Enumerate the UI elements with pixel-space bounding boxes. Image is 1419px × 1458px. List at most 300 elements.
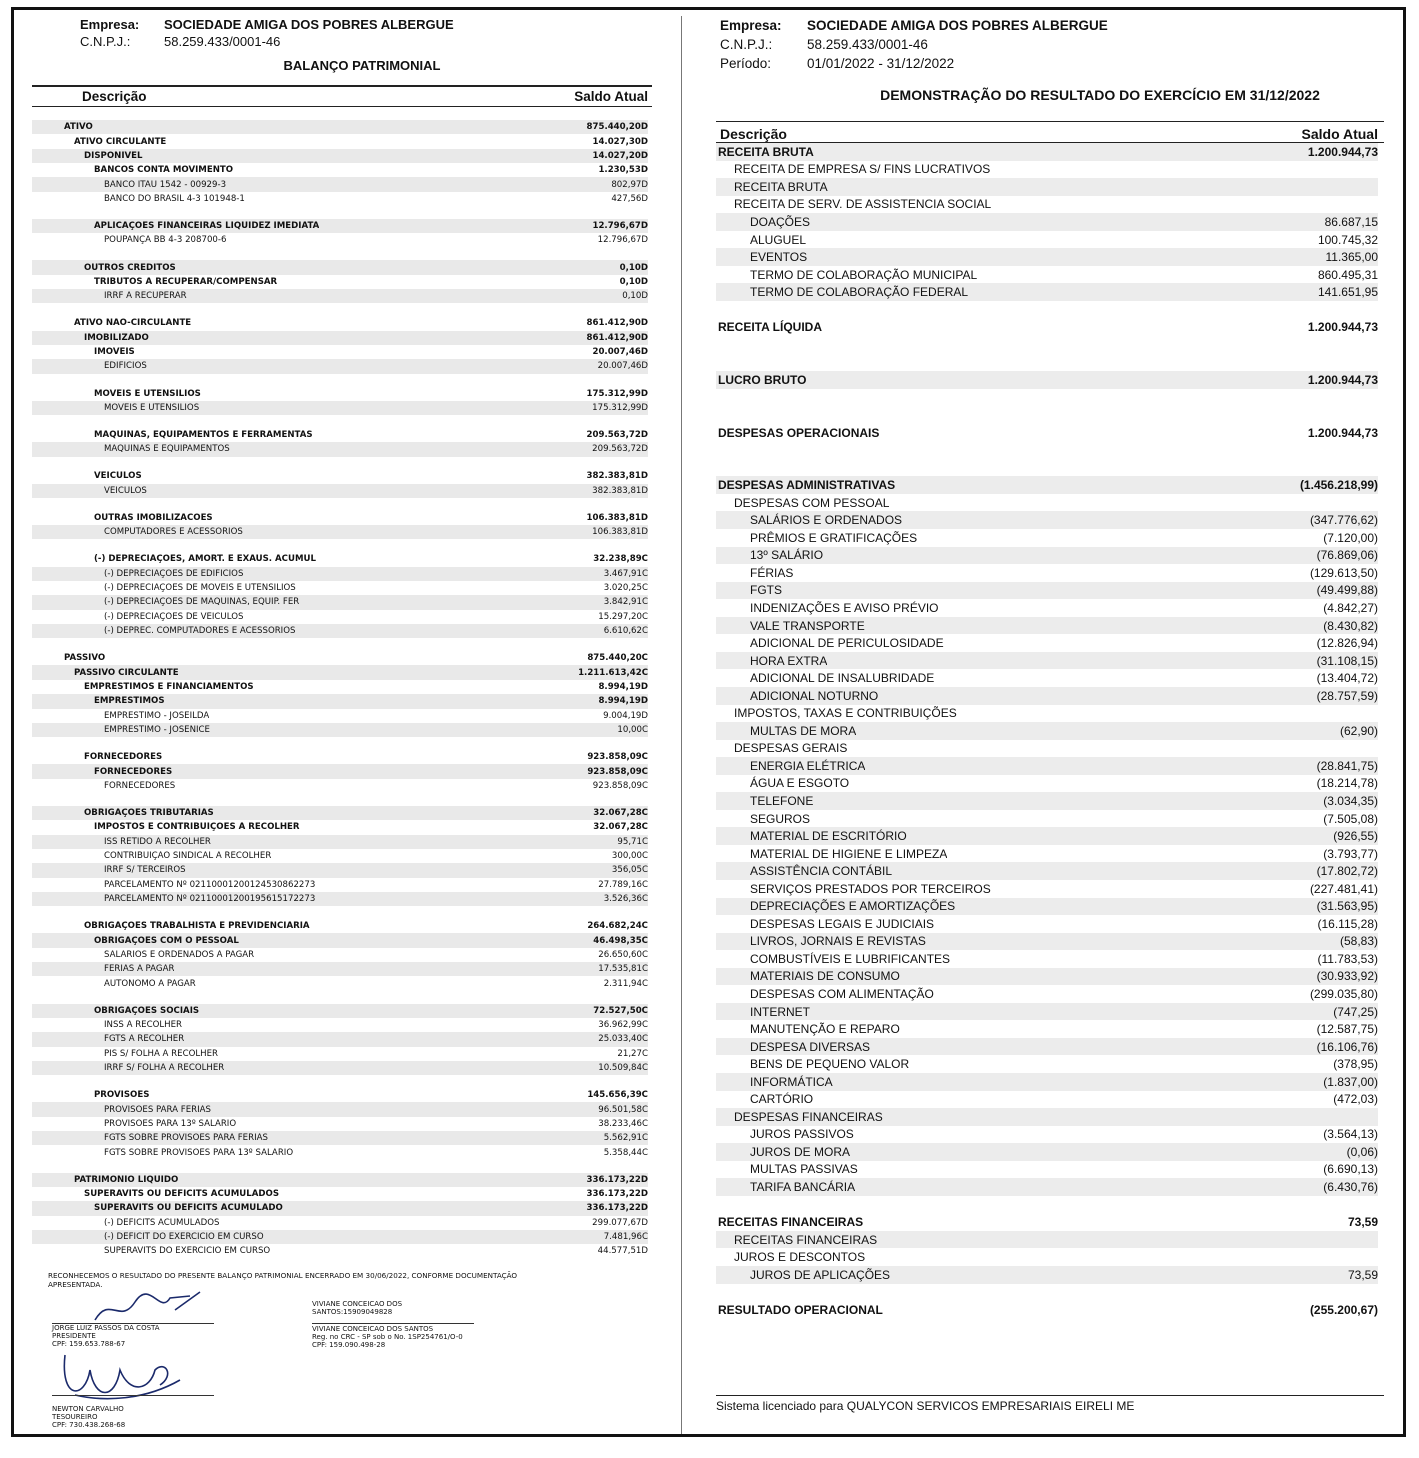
table-row — [716, 845, 1378, 863]
row-value: 1.211.613,42C — [578, 667, 648, 678]
row-description: PRÊMIOS E GRATIFICAÇÕES — [750, 530, 918, 545]
row-value: 1.200.944,73 — [1307, 425, 1378, 440]
row-description: HORA EXTRA — [750, 653, 828, 668]
row-value: 209.563,72D — [586, 430, 648, 440]
row-value: 1.200.944,73 — [1307, 372, 1378, 387]
row-description: ASSISTÊNCIA CONTÁBIL — [750, 864, 893, 879]
table-row — [716, 827, 1378, 845]
treasurer-role: TESOUREIRO — [52, 1413, 98, 1421]
row-description: ADICIONAL DE PERICULOSIDADE — [750, 636, 944, 651]
row-description: CONTRIBUIÇÃO SINDICAL A RECOLHER — [104, 851, 272, 862]
row-description: RECEITAS FINANCEIRAS — [718, 1215, 864, 1230]
row-description: MÓVEIS E UTENSÍLIOS — [94, 388, 201, 399]
table-row — [32, 1117, 648, 1131]
table-row — [716, 792, 1378, 810]
table-row — [716, 687, 1378, 705]
periodo-label: Período: — [720, 56, 772, 71]
row-value: 3.842,91C — [603, 597, 648, 608]
row-description: ALUGUEL — [750, 232, 807, 247]
row-description: IRRF S/ TERCEIROS — [104, 865, 186, 876]
row-description: ATIVO CIRCULANTE — [74, 136, 167, 147]
row-description: FGTS SOBRE PROVISÕES PARA FÉRIAS — [104, 1133, 268, 1144]
table-row — [716, 740, 1378, 758]
table-row — [716, 1178, 1378, 1196]
signature-treasurer — [52, 1405, 125, 1429]
row-value: (76.869,06) — [1316, 548, 1378, 563]
row-value: (6.690,13) — [1323, 1162, 1378, 1177]
table-row — [716, 950, 1378, 968]
cnpj-value: 58.259.433/0001-46 — [164, 34, 281, 49]
row-value: (0,06) — [1346, 1144, 1378, 1159]
row-value: (3.793,77) — [1323, 846, 1378, 861]
row-description: IMPOSTOS E CONTRIBUIÇÕES A RECOLHER — [94, 822, 300, 833]
row-value: (1.837,00) — [1323, 1074, 1378, 1089]
row-description: OBRIGAÇÕES COM O PESSOAL — [94, 935, 239, 946]
table-row — [32, 723, 648, 737]
page-divider — [681, 16, 682, 1434]
table-row — [716, 652, 1378, 670]
cnpj-label: C.N.P.J.: — [720, 37, 773, 52]
row-value: (17.802,72) — [1316, 864, 1378, 879]
empresa-name: SOCIEDADE AMIGA DOS POBRES ALBERGUE — [807, 18, 1108, 33]
column-header — [32, 85, 652, 107]
table-row — [32, 863, 648, 877]
row-value: 141.651,95 — [1317, 285, 1378, 300]
row-description: VEÍCULOS — [94, 471, 142, 482]
table-row — [32, 1088, 648, 1102]
row-value: 802,97D — [611, 179, 648, 190]
cnpj-label: C.N.P.J.: — [80, 34, 131, 49]
table-row — [32, 260, 648, 274]
row-value: (12.587,75) — [1316, 1022, 1378, 1037]
row-value: 11.365,00 — [1325, 250, 1378, 265]
president-name: JORGE LUIZ PASSOS DA COSTA — [52, 1324, 160, 1332]
row-value: (8.430,82) — [1323, 618, 1378, 633]
table-row — [32, 680, 648, 694]
row-value: 3.526,36C — [603, 894, 648, 905]
row-description: MATERIAL DE ESCRITÓRIO — [750, 829, 907, 844]
col-descricao: Descrição — [720, 126, 787, 142]
row-value: 1.200.944,73 — [1307, 144, 1378, 159]
table-row — [716, 143, 1378, 161]
table-row — [32, 1047, 648, 1061]
row-description: JUROS E DESCONTOS — [734, 1250, 866, 1265]
dre-page — [716, 16, 1384, 1319]
table-row — [716, 880, 1378, 898]
row-value: 86.687,15 — [1324, 214, 1378, 229]
table-row — [716, 1248, 1378, 1266]
row-value: (472,03) — [1333, 1092, 1378, 1107]
table-row — [716, 1020, 1378, 1038]
table-row — [716, 898, 1378, 916]
table-row — [32, 624, 648, 638]
row-description: MULTAS PASSIVAS — [750, 1162, 858, 1177]
row-description: (-) DEPRECIAÇÕES DE EDIFÍCIOS — [104, 568, 244, 579]
row-description: DEPRECIAÇÕES E AMORTIZAÇÕES — [750, 899, 956, 914]
row-description: PROVISÕES PARA 13º SALÁRIO — [104, 1118, 237, 1129]
row-value: 382.383,81D — [592, 485, 648, 496]
row-value: 0,10D — [622, 291, 648, 302]
table-row — [716, 424, 1378, 442]
row-value: 20.007,46D — [597, 361, 648, 372]
row-description: SUPERÁVITS DO EXERCÍCIO EM CURSO — [104, 1246, 271, 1257]
row-description: JUROS DE APLICAÇÕES — [750, 1267, 891, 1282]
table-row — [32, 149, 648, 163]
row-value: 106.383,81D — [586, 512, 648, 523]
table-row — [32, 1173, 648, 1187]
row-description: BANCOS CONTA MOVIMENTO — [94, 165, 234, 176]
row-description: MÓVEIS E UTENSÍLIOS — [104, 402, 200, 413]
table-row — [716, 599, 1378, 617]
table-row — [32, 750, 648, 764]
periodo-value: 01/01/2022 - 31/12/2022 — [807, 56, 955, 71]
row-description: TARIFA BANCÁRIA — [750, 1180, 856, 1195]
row-description: BANCO DO BRASIL 4-3 101948-1 — [104, 193, 245, 204]
table-row — [716, 1231, 1378, 1249]
table-row — [32, 1061, 648, 1075]
table-row — [32, 386, 648, 400]
row-description: LIVROS, JORNAIS E REVISTAS — [750, 934, 926, 949]
table-row — [32, 275, 648, 289]
table-row — [32, 359, 648, 373]
row-description: LUCRO BRUTO — [718, 372, 807, 387]
column-header-dre — [716, 121, 1384, 143]
table-row — [32, 1131, 648, 1145]
row-description: SUPERÁVITS OU DÉFICITS ACUMULADO — [94, 1203, 283, 1214]
table-row — [716, 529, 1378, 547]
row-value: 0,10D — [619, 262, 648, 273]
row-value: 861.412,90D — [586, 332, 648, 343]
row-value: 12.796,67D — [597, 235, 648, 246]
table-row — [32, 962, 648, 976]
table-row — [32, 469, 648, 483]
row-description: OBRIGAÇÕES TRABALHISTA E PREVIDENCIÁRIA — [84, 921, 310, 932]
row-description: RESULTADO OPERACIONAL — [718, 1302, 883, 1317]
table-row — [32, 1102, 648, 1116]
table-row — [32, 567, 648, 581]
row-value: 3.020,25C — [603, 583, 648, 594]
row-value: (255.200,67) — [1309, 1302, 1378, 1317]
row-description: FERIAS A PAGAR — [104, 964, 175, 975]
row-description: FORNECEDORES — [94, 766, 173, 777]
row-value: 860.495,31 — [1317, 267, 1378, 282]
row-description: DESPESAS OPERACIONAIS — [718, 425, 880, 440]
row-value: 21,27C — [617, 1048, 648, 1059]
row-value: 356,05C — [611, 865, 648, 876]
table-row — [32, 1018, 648, 1032]
row-description: ENERGIA ELÉTRICA — [750, 758, 866, 773]
row-description: PASSIVO — [64, 653, 106, 664]
row-description: IMÓVEIS — [94, 347, 135, 358]
treasurer-cpf: CPF: 730.438.268-68 — [52, 1421, 126, 1429]
row-description: CARTÓRIO — [750, 1092, 814, 1107]
balanco-patrimonial-page — [32, 16, 652, 1259]
row-description: OUTRAS IMOBILIZACOES — [94, 512, 213, 523]
table-row — [716, 968, 1378, 986]
row-value: 175.312,99D — [586, 388, 648, 399]
row-description: DISPONÍVEL — [84, 150, 143, 161]
row-value: 32.238,89C — [593, 554, 648, 565]
table-row — [716, 1161, 1378, 1179]
row-value: 300,00C — [611, 851, 648, 862]
row-description: JUROS PASSIVOS — [750, 1127, 854, 1142]
row-description: (-) DEPREC. COMPUTADORES E ACESSORIOS — [104, 626, 296, 637]
row-description: SUPERÁVITS OU DÉFICITS ACUMULADOS — [84, 1189, 280, 1200]
row-description: AUTÔNOMO A PAGAR — [104, 978, 196, 989]
row-description: VALE TRANSPORTE — [750, 618, 865, 633]
table-row — [716, 161, 1378, 179]
row-description: ÁGUA E ESGOTO — [750, 776, 850, 791]
row-description: RECEITA BRUTA — [718, 144, 814, 159]
row-description: TRIBUTOS A RECUPERAR/COMPENSAR — [94, 276, 278, 287]
row-value: 20.007,46D — [592, 347, 648, 358]
row-description: DESPESA DIVERSAS — [750, 1039, 871, 1054]
row-description: MÁQUINAS E EQUIPAMENTOS — [104, 444, 230, 455]
table-row — [32, 345, 648, 359]
row-value: (1.456.218,99) — [1299, 478, 1378, 493]
row-value: (13.404,72) — [1316, 671, 1378, 686]
row-description: EMPRESTIMO - JOSEILDA — [104, 710, 210, 721]
president-cpf: CPF: 159.653.788-67 — [52, 1340, 126, 1348]
table-row — [32, 849, 648, 863]
table-row — [32, 1230, 648, 1244]
row-description: EMPRÉSTIMOS E FINANCIAMENTOS — [84, 682, 254, 692]
signature-accountant — [312, 1325, 463, 1349]
row-description: INTERNET — [750, 1004, 810, 1019]
row-value: 27.789,16C — [598, 879, 648, 890]
table-row — [32, 610, 648, 624]
row-description: (-) DÉFICITS ACUMULADOS — [104, 1217, 220, 1228]
table-row — [716, 985, 1378, 1003]
row-value: (12.826,94) — [1316, 636, 1378, 651]
row-description: OBRIGAÇÕES TRIBUTÁRIAS — [84, 808, 214, 818]
table-row — [32, 219, 648, 233]
row-description: FGTS A RECOLHER — [104, 1034, 185, 1045]
row-description: (-) DEPRECIAÇÕES DE MÓVEIS E UTENSÍLIOS — [104, 583, 296, 594]
table-row — [716, 705, 1378, 723]
row-description: EVENTOS — [750, 250, 808, 265]
row-value: 8.994,19D — [598, 682, 648, 692]
row-value: (3.034,35) — [1323, 794, 1378, 808]
table-row — [32, 1216, 648, 1230]
row-description: POUPANÇA BB 4-3 208700-6 — [104, 235, 227, 246]
row-value: 299.077,67D — [592, 1217, 648, 1228]
row-value: 209.563,72D — [592, 444, 648, 455]
row-value: 44.577,51D — [597, 1246, 648, 1257]
table-row — [716, 617, 1378, 635]
table-row — [32, 665, 648, 679]
approval-note: RECONHECEMOS O RESULTADO DO PRESENTE BALANÇO PATRIMONIAL ENCERRADO EM 30/06/2022, CONFORME DOCUMENTAÇÃO APRESENTADA. — [48, 1271, 518, 1289]
row-description: INDENIZAÇÕES E AVISO PRÉVIO — [750, 600, 939, 615]
table-row — [716, 564, 1378, 582]
row-value: 96.501,58C — [598, 1104, 648, 1115]
row-value: 1.200.944,73 — [1307, 320, 1378, 335]
table-row — [716, 915, 1378, 933]
row-description: SALÁRIOS E ORDENADOS — [750, 513, 903, 528]
company-header — [80, 16, 652, 50]
table-row — [716, 266, 1378, 284]
page-title-dre: DEMONSTRAÇÃO DO RESULTADO DO EXERCÍCIO EM 31/12/2022 — [880, 87, 1320, 103]
table-row — [32, 316, 648, 330]
row-description: DESPESAS FINANCEIRAS — [734, 1109, 883, 1124]
row-value: (3.564,13) — [1323, 1127, 1378, 1142]
row-description: MÁQUINAS, EQUIPAMENTOS E FERRAMENTAS — [94, 430, 313, 440]
row-description: SERVIÇOS PRESTADOS POR TERCEIROS — [750, 881, 991, 896]
row-description: MANUTENÇÃO E REPARO — [750, 1022, 900, 1037]
digital-signature-stamp: VIVIANE CONCEICAO DOS SANTOS:15909049828 — [312, 1300, 403, 1316]
row-value: 6.610,62C — [603, 626, 648, 637]
row-description: PARCELAMENTO Nº 02110001200124530862273 — [104, 879, 316, 890]
row-value: 3.467,91C — [603, 568, 648, 579]
row-value: 106.383,81D — [592, 527, 648, 538]
table-row — [716, 494, 1378, 512]
row-description: PASSIVO CIRCULANTE — [74, 667, 179, 678]
row-description: DESPESAS LEGAIS E JUDICIAIS — [750, 916, 935, 931]
balanco-table — [32, 120, 652, 1259]
row-value: 46.498,35C — [593, 935, 648, 946]
table-row — [32, 948, 648, 962]
table-row — [716, 862, 1378, 880]
table-row — [32, 177, 648, 191]
table-row — [32, 134, 648, 148]
table-row — [32, 442, 648, 456]
accountant-reg: Reg. no CRC - SP sob o No. 1SP254761/O-0 — [312, 1333, 463, 1341]
row-description: DESPESAS COM PESSOAL — [734, 495, 890, 510]
row-description: INFORMÁTICA — [750, 1074, 833, 1089]
table-row — [32, 163, 648, 177]
row-value: 7.481,96C — [603, 1232, 648, 1243]
row-description: INSS A RECOLHER — [104, 1020, 183, 1031]
table-row — [32, 484, 648, 498]
row-value: 5.358,44C — [603, 1147, 648, 1158]
row-value: 14.027,30D — [592, 136, 648, 147]
table-row — [716, 231, 1378, 249]
row-value: 72.527,50C — [593, 1005, 648, 1016]
row-value: (11.783,53) — [1317, 951, 1378, 966]
row-description: DOAÇÕES — [750, 214, 811, 229]
table-row — [716, 248, 1378, 266]
table-row — [32, 1244, 648, 1258]
table-row — [32, 933, 648, 947]
table-row — [32, 401, 648, 415]
row-description: FORNECEDORES — [104, 780, 176, 791]
row-value: (30.933,92) — [1316, 969, 1378, 984]
table-row — [32, 1201, 648, 1215]
table-row — [716, 1073, 1378, 1091]
table-row — [32, 233, 648, 247]
table-row — [716, 669, 1378, 687]
table-row — [716, 722, 1378, 740]
row-description: FGTS — [750, 583, 782, 598]
row-description: EMPRESTIMO - JOSENICE — [104, 725, 210, 736]
row-description: DESPESAS GERAIS — [734, 741, 848, 756]
empresa-label: Empresa: — [720, 18, 782, 33]
row-value: 861.412,90D — [586, 318, 648, 329]
row-description: DESPESAS ADMINISTRATIVAS — [718, 478, 896, 493]
row-description: IMPOSTOS, TAXAS E CONTRIBUIÇÕES — [734, 706, 957, 721]
president-role: PRESIDENTE — [52, 1332, 96, 1340]
table-row — [716, 1091, 1378, 1109]
row-value: (378,95) — [1333, 1057, 1378, 1072]
row-description: IRRF S/ FOLHA A RECOLHER — [104, 1063, 225, 1074]
row-description: (-) DEFICIT DO EXERCÍCIO EM CURSO — [104, 1232, 264, 1243]
row-description: ISS RETIDO A RECOLHER — [104, 836, 211, 847]
accountant-name: VIVIANE CONCEICAO DOS SANTOS — [312, 1325, 434, 1333]
row-description: JUROS DE MORA — [750, 1144, 851, 1159]
table-row — [716, 511, 1378, 529]
table-row — [32, 120, 648, 134]
table-row — [716, 1266, 1378, 1284]
row-description: APLICAÇÕES FINANCEIRAS LIQUIDEZ IMEDIATA — [94, 221, 320, 232]
footer-line — [716, 1395, 1384, 1396]
row-value: (16.115,28) — [1317, 916, 1378, 931]
row-value: 100.745,32 — [1317, 232, 1378, 247]
row-description: TERMO DE COLABORAÇÃO MUNICIPAL — [750, 267, 978, 282]
table-row — [716, 775, 1378, 793]
table-row — [32, 192, 648, 206]
row-value: 25.033,40C — [598, 1034, 648, 1045]
row-value: 336.173,22D — [586, 1189, 648, 1200]
table-row — [32, 820, 648, 834]
row-value: (31.108,15) — [1316, 653, 1378, 668]
row-value: 382.383,81D — [586, 471, 648, 482]
table-row — [716, 1055, 1378, 1073]
row-value: 10,00C — [617, 725, 648, 736]
table-row — [716, 810, 1378, 828]
row-description: SEGUROS — [750, 811, 811, 826]
row-description: RECEITA LÍQUIDA — [718, 320, 822, 335]
row-description: IRRF A RECUPERAR — [104, 291, 187, 302]
row-description: IMOBILIZADO — [84, 332, 149, 343]
row-description: DESPESAS COM ALIMENTAÇÃO — [750, 987, 934, 1002]
table-row — [32, 525, 648, 539]
row-value: 17.535,81C — [598, 964, 648, 975]
row-description: PROVISÕES — [94, 1090, 150, 1101]
row-value: (28.757,59) — [1316, 688, 1378, 703]
table-row — [716, 318, 1378, 336]
row-description: EDIFÍCIOS — [104, 361, 147, 372]
table-row — [716, 1126, 1378, 1144]
row-description: BENS DE PEQUENO VALOR — [750, 1057, 910, 1072]
table-row — [716, 1143, 1378, 1161]
col-saldo-atual: Saldo Atual — [1301, 126, 1378, 142]
table-row — [32, 1032, 648, 1046]
row-value: 875.440,20C — [587, 653, 648, 664]
page-title: BALANÇO PATRIMONIAL — [283, 58, 441, 73]
table-row — [32, 552, 648, 566]
table-row — [32, 651, 648, 665]
row-description: ADICIONAL DE INSALUBRIDADE — [750, 671, 935, 686]
row-description: ATIVO — [64, 122, 93, 133]
row-value: (227.481,41) — [1309, 881, 1378, 896]
table-row — [716, 213, 1378, 231]
row-description: RECEITAS FINANCEIRAS — [734, 1232, 878, 1247]
row-description: MATERIAIS DE CONSUMO — [750, 969, 900, 984]
table-row — [716, 476, 1378, 494]
table-row — [32, 709, 648, 723]
row-value: 95,71C — [617, 836, 648, 847]
row-value: (347.776,62) — [1309, 513, 1378, 528]
row-description: (-) DEPRECIAÇÕES DE MÁQUINAS, EQUIP. FER — [104, 597, 300, 608]
row-value: 145.656,39C — [587, 1090, 648, 1101]
table-row — [32, 806, 648, 820]
table-row — [716, 582, 1378, 600]
row-description: MULTAS DE MORA — [750, 723, 857, 738]
table-row — [716, 757, 1378, 775]
table-row — [32, 428, 648, 442]
table-row — [716, 178, 1378, 196]
row-value: 427,56D — [611, 193, 648, 204]
